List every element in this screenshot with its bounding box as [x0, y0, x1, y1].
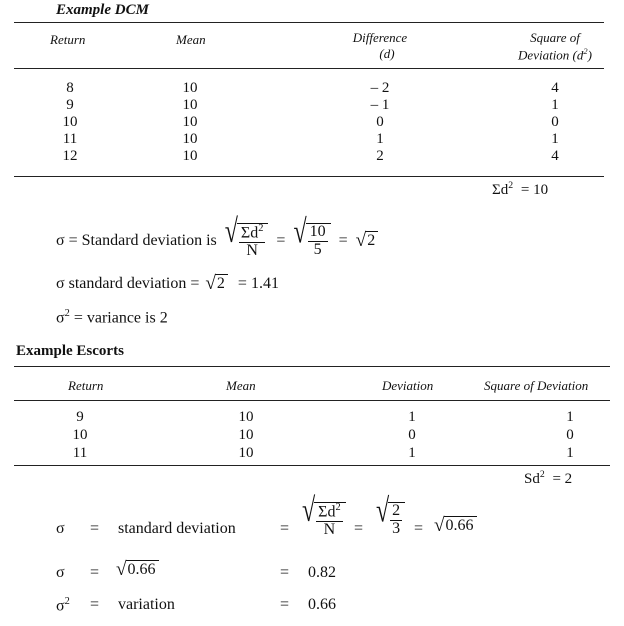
- escorts-title: Example Escorts: [16, 343, 124, 359]
- escorts-header-return: Return: [68, 378, 104, 393]
- dcm-cell-diff: 0: [376, 114, 384, 130]
- escorts-cell-ret: 9: [76, 409, 84, 425]
- dcm-header-rule: [14, 68, 604, 69]
- dcm-cell-diff: – 2: [370, 80, 390, 96]
- dcm-cell-sq: 1: [551, 97, 559, 113]
- dcm-cell-diff: – 1: [370, 97, 390, 113]
- escorts-cell-dev: 1: [408, 445, 416, 461]
- dcm-cell-mean: 10: [182, 97, 198, 113]
- dcm-cell-ret: 11: [62, 131, 78, 147]
- escorts-header-rule: [14, 400, 610, 401]
- dcm-header-difference: Difference (d): [352, 30, 408, 61]
- dcm-cell-ret: 8: [66, 80, 74, 96]
- dcm-sum: $\Sigma d^2 = 10$: [492, 180, 549, 198]
- dcm-header-mean: Mean: [176, 32, 206, 47]
- escorts-cell-dev: 0: [408, 427, 416, 443]
- escorts-header-deviation: Deviation: [382, 378, 434, 393]
- dcm-cell-ret: 10: [62, 114, 78, 130]
- dcm-cell-mean: 10: [182, 80, 198, 96]
- escorts-cell-sq: 1: [566, 445, 574, 461]
- escorts-cell-mean: 10: [238, 409, 254, 425]
- dcm-title: Example DCM: [56, 2, 149, 18]
- escorts-cell-ret: 11: [72, 445, 88, 461]
- escorts-cell-mean: 10: [238, 445, 254, 461]
- dcm-cell-sq: 0: [551, 114, 559, 130]
- dcm-formula-variance: $\sigma^2$ = variance is 2: [56, 308, 168, 327]
- dcm-formula-sd: σ = Standard deviation is √ $\frac{\Sigma d^2}{N}$ = √ $\frac{10}{5}$ = √ 2: [56, 214, 378, 268]
- escorts-formula-sd: σ = standard deviation = √ $\frac{\Sigma d^2}{N}$ = √ $\frac{2}{3}$ = √ 0.66: [56, 500, 616, 556]
- dcm-cell-mean: 10: [182, 131, 198, 147]
- escorts-top-rule: [14, 366, 610, 367]
- escorts-bottom-rule: [14, 465, 610, 466]
- escorts-cell-ret: 10: [72, 427, 88, 443]
- dcm-header-square: Square of Deviation $(d^2)$: [518, 30, 592, 63]
- dcm-top-rule: [14, 22, 604, 23]
- dcm-cell-ret: 12: [62, 148, 78, 164]
- dcm-cell-ret: 9: [66, 97, 74, 113]
- dcm-cell-diff: 1: [376, 131, 384, 147]
- dcm-cell-sq: 1: [551, 131, 559, 147]
- escorts-cell-mean: 10: [238, 427, 254, 443]
- dcm-cell-diff: 2: [376, 148, 384, 164]
- escorts-cell-dev: 1: [408, 409, 416, 425]
- escorts-header-square: Square of Deviation: [484, 378, 589, 393]
- dcm-cell-mean: 10: [182, 114, 198, 130]
- dcm-cell-mean: 10: [182, 148, 198, 164]
- dcm-cell-sq: 4: [551, 80, 559, 96]
- dcm-bottom-rule: [14, 176, 604, 177]
- dcm-cell-sq: 4: [551, 148, 559, 164]
- escorts-header-mean: Mean: [226, 378, 256, 393]
- escorts-sum: Sd$^2$ = 2: [524, 469, 573, 487]
- escorts-cell-sq: 0: [566, 427, 574, 443]
- escorts-formula-sd-value: σ = √ 0.66 = 0.82: [56, 559, 336, 581]
- dcm-header-return: Return: [50, 32, 86, 47]
- escorts-cell-sq: 1: [566, 409, 574, 425]
- dcm-formula-sd-value: σ standard deviation = √ 2 = 1.41: [56, 273, 279, 294]
- escorts-formula-variation: $\sigma^2$ = variation = 0.66: [56, 596, 336, 615]
